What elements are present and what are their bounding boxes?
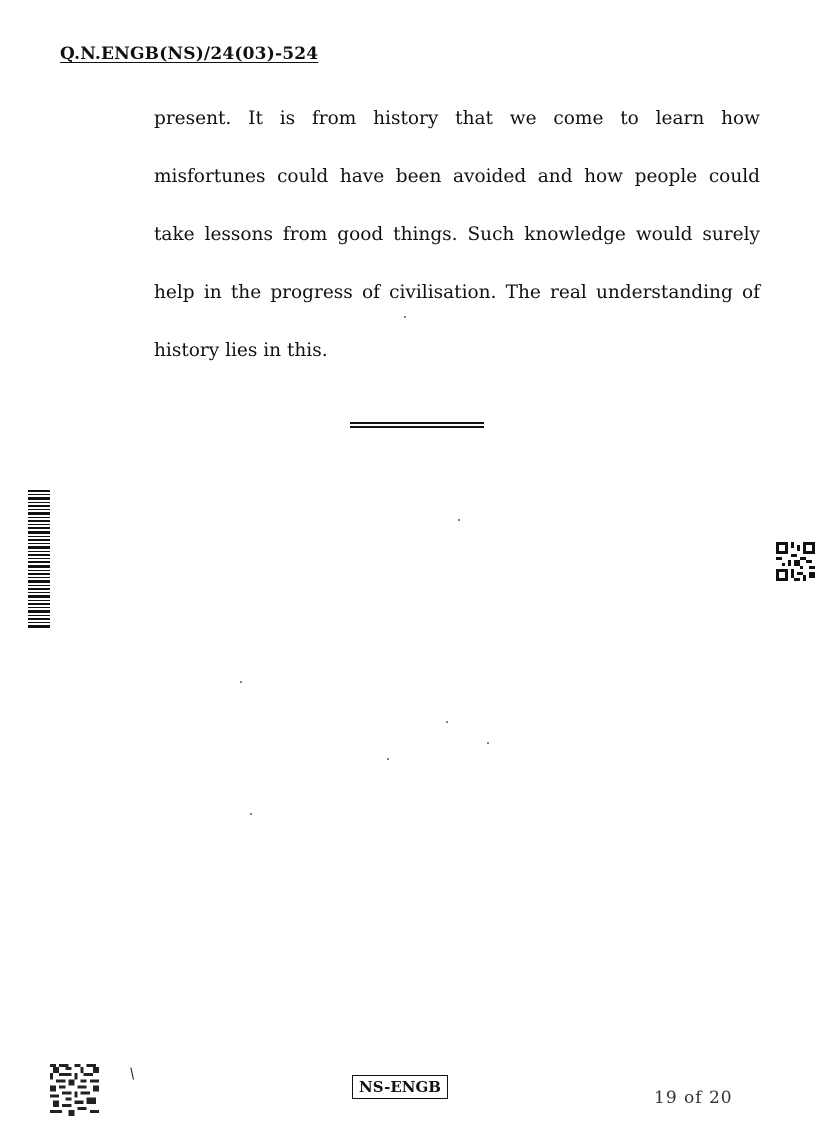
paper-code-box: NS-ENGB xyxy=(352,1075,448,1099)
scan-speck xyxy=(446,721,448,723)
passage-line: present. It is from history that we come to learn how xyxy=(154,108,760,129)
passage-line: misfortunes could have been avoided and how people could xyxy=(154,166,760,187)
end-of-section-divider xyxy=(350,422,484,428)
page-number: 19 of 20 xyxy=(654,1088,733,1108)
scan-speck xyxy=(404,316,406,318)
passage-line: history lies in this. xyxy=(154,340,328,361)
passage-line: help in the progress of civilisation. The real understanding of xyxy=(154,282,760,303)
scan-speck xyxy=(458,519,460,521)
scan-speck xyxy=(240,681,242,683)
paper-code-header: Q.N.ENGB(NS)/24(03)-524 xyxy=(60,44,319,64)
qr-code-icon xyxy=(50,1064,102,1116)
barcode-icon xyxy=(28,490,50,628)
qr-code-icon xyxy=(776,542,815,581)
passage-text xyxy=(154,104,760,394)
scan-speck xyxy=(387,758,389,760)
scan-speck xyxy=(250,813,252,815)
passage-line: take lessons from good things. Such knowledge would surely xyxy=(154,224,760,245)
pen-tick-mark: / xyxy=(126,1065,139,1083)
scan-speck xyxy=(487,742,489,744)
